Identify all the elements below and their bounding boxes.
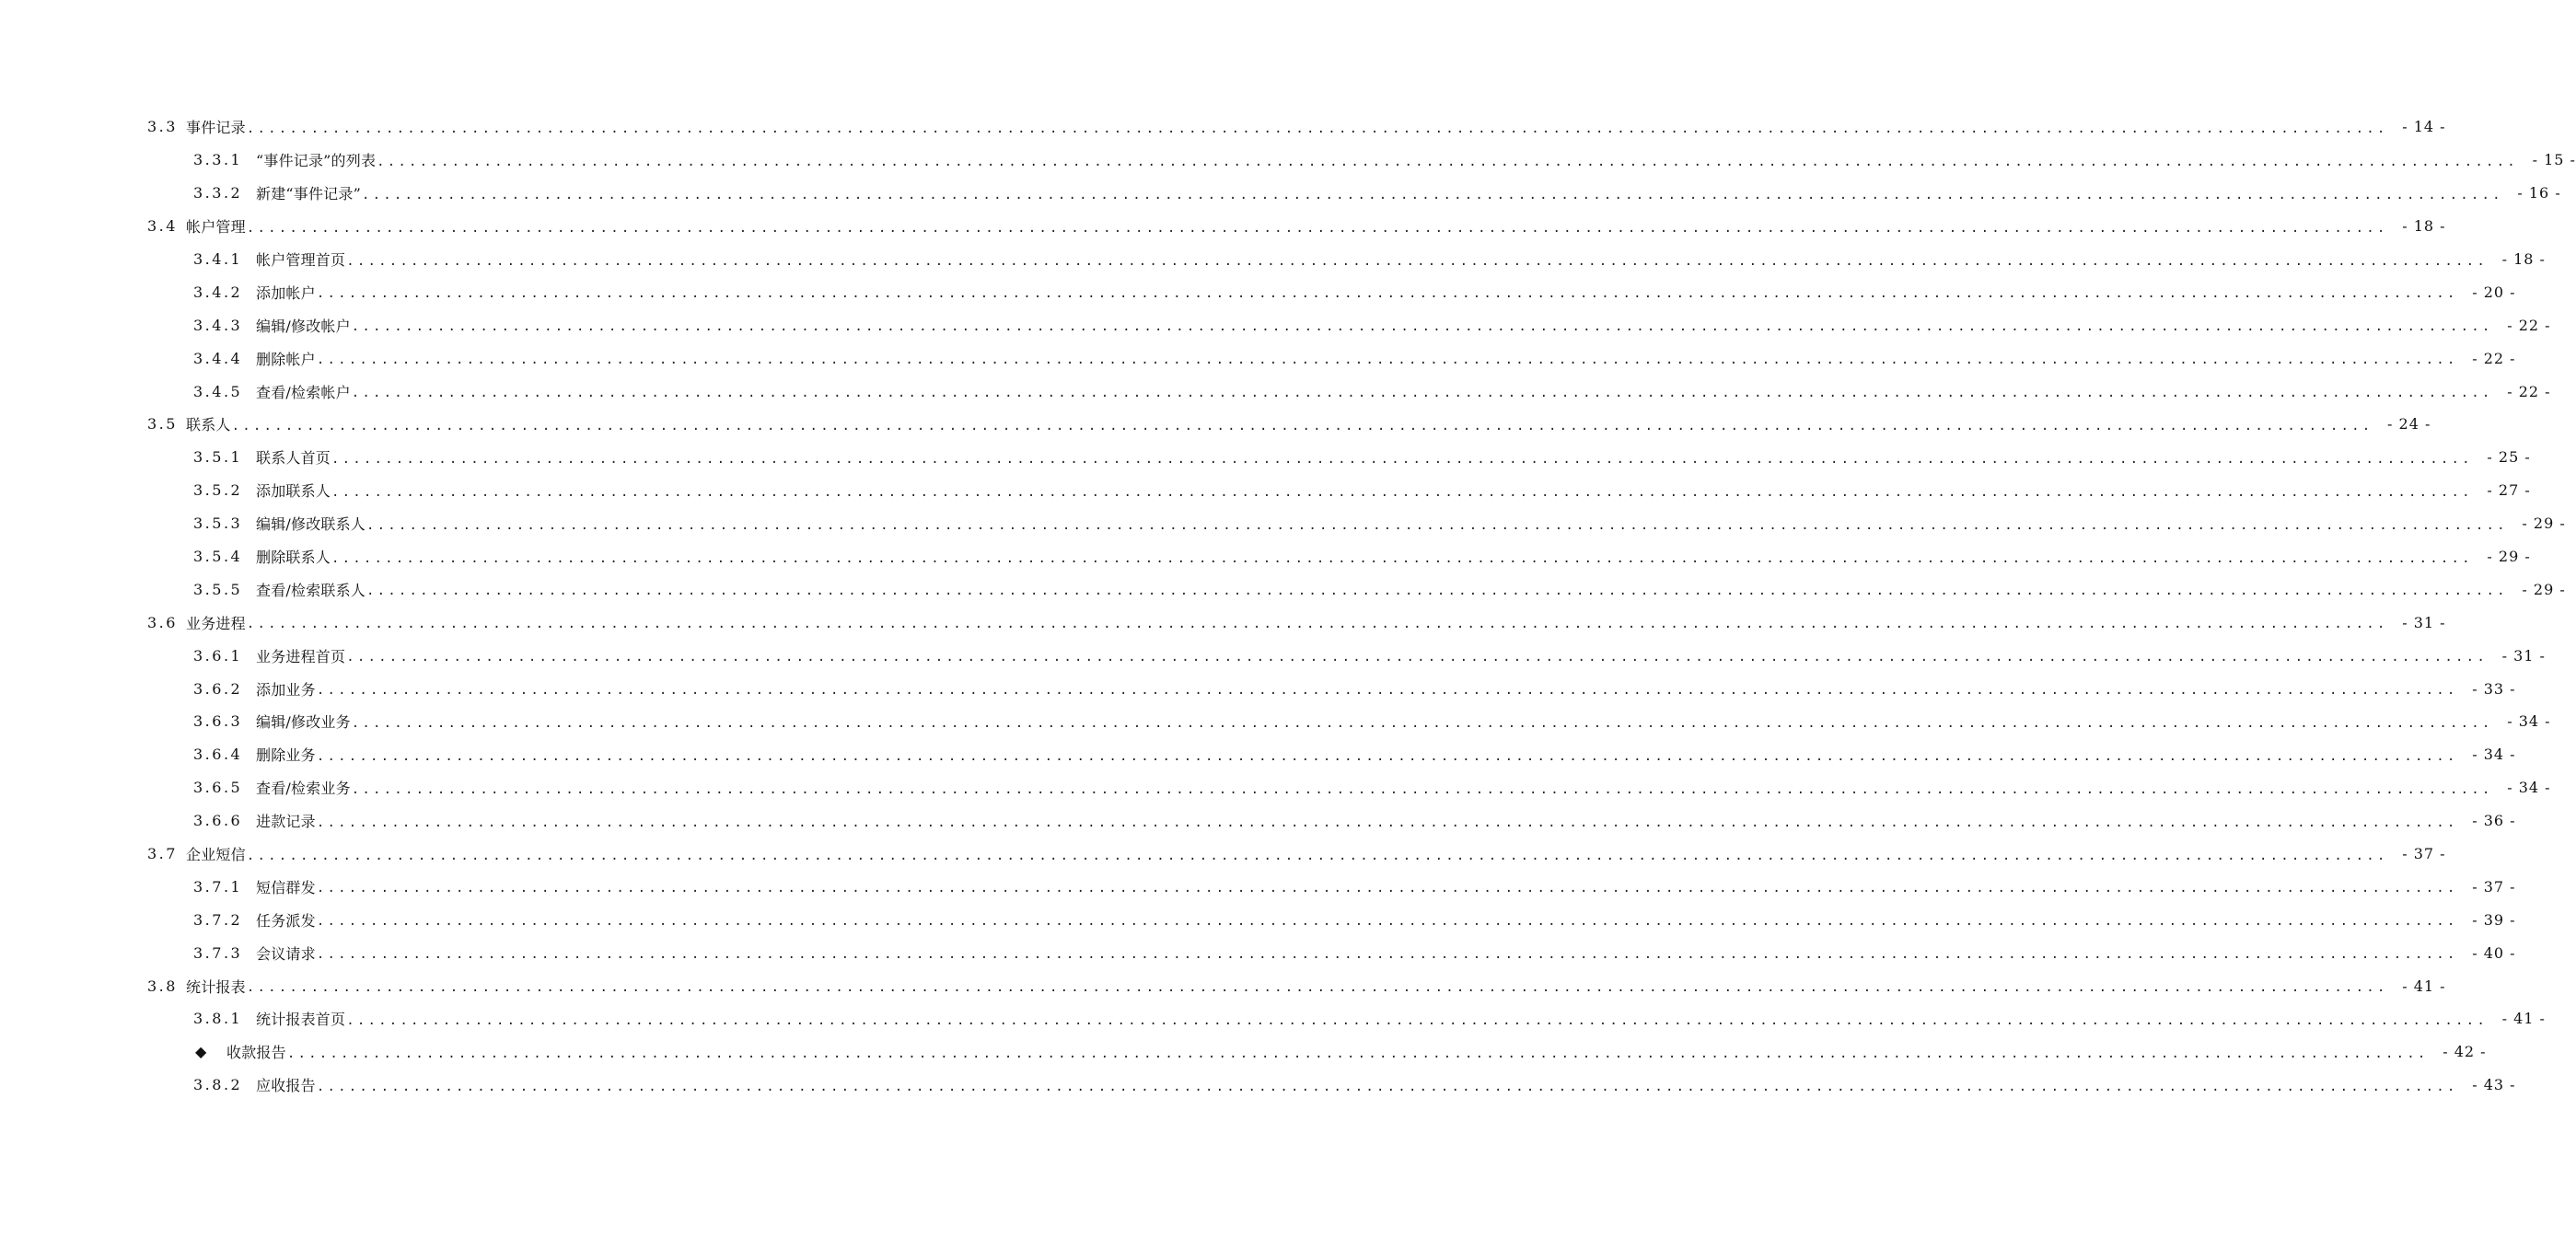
toc-entry[interactable]	[0, 540, 2531, 573]
toc-entry-number: 3.4.5	[193, 382, 243, 400]
toc-entry-page-number: - 20 -	[2472, 283, 2516, 301]
toc-entry[interactable]	[0, 308, 2551, 341]
toc-entry[interactable]	[0, 210, 2446, 243]
toc-entry[interactable]	[0, 341, 2516, 375]
toc-dot-leader: ........................................................................................................................................................................................................	[351, 386, 2493, 401]
toc-entry-page-number: - 34 -	[2507, 779, 2551, 797]
toc-dot-leader: ........................................................................................................................................................................................................	[246, 121, 2388, 136]
toc-entry-title: 联系人	[186, 416, 231, 434]
toc-entry-heading	[193, 480, 331, 501]
toc-dot-leader: ........................................................................................................................................................................................................	[316, 748, 2458, 764]
toc-entry-number: 3.8	[147, 977, 178, 995]
toc-dot-leader: ........................................................................................................................................................................................................	[331, 484, 2473, 500]
toc-entry[interactable]	[0, 275, 2516, 308]
toc-entry[interactable]	[0, 1069, 2516, 1102]
toc-entry-heading	[147, 843, 246, 864]
toc-dot-leader: ........................................................................................................................................................................................................	[331, 451, 2473, 467]
toc-entry-title: 收款报告	[226, 1044, 286, 1062]
toc-entry-title: 短信群发	[256, 878, 316, 896]
toc-entry-heading	[193, 546, 331, 567]
toc-dot-leader: ........................................................................................................................................................................................................	[366, 584, 2508, 599]
toc-entry-number: 3.7	[147, 845, 178, 863]
toc-dot-leader: ........................................................................................................................................................................................................	[316, 815, 2458, 830]
toc-entry-heading	[193, 1074, 316, 1095]
toc-entry-number: 3.5	[147, 415, 178, 434]
toc-entry-page-number: - 37 -	[2402, 845, 2446, 863]
toc-dot-leader: ........................................................................................................................................................................................................	[286, 1046, 2429, 1061]
toc-entry-page-number: - 27 -	[2487, 481, 2531, 500]
toc-entry[interactable]	[0, 672, 2516, 705]
toc-entry-number: 3.6.3	[193, 712, 243, 731]
toc-entry-page-number: - 42 -	[2443, 1043, 2487, 1061]
toc-entry-heading	[147, 976, 246, 997]
toc-dot-leader: ........................................................................................................................................................................................................	[346, 650, 2488, 665]
toc-entry-title: 任务派发	[256, 911, 316, 930]
toc-entry-page-number: - 15 -	[2532, 151, 2576, 169]
toc-entry-heading	[193, 1008, 345, 1029]
toc-entry-number: 3.4.4	[193, 349, 243, 367]
toc-entry-page-number: - 40 -	[2472, 943, 2516, 962]
toc-entry-heading	[193, 942, 316, 964]
toc-entry-page-number: - 37 -	[2472, 877, 2516, 896]
toc-entry-number: 3.3.1	[193, 151, 243, 169]
toc-entry-heading	[193, 645, 345, 666]
toc-entry-number: 3.5.2	[193, 481, 243, 500]
toc-dot-leader: ........................................................................................................................................................................................................	[316, 1079, 2458, 1094]
toc-entry[interactable]	[0, 738, 2516, 771]
toc-entry-title: 进款记录	[256, 813, 316, 831]
toc-dot-leader: ........................................................................................................................................................................................................	[246, 617, 2388, 632]
toc-entry-number: 3.6.1	[193, 646, 243, 665]
toc-dot-leader: ........................................................................................................................................................................................................	[377, 154, 2518, 169]
toc-entry-heading	[147, 413, 231, 434]
toc-entry-heading	[193, 810, 316, 831]
toc-entry-number: 3.4.3	[193, 316, 243, 334]
toc-entry-number: 3.4.2	[193, 283, 243, 301]
toc-entry-heading	[193, 315, 351, 336]
toc-entry[interactable]	[0, 375, 2551, 408]
toc-entry-number: 3.4	[147, 217, 178, 236]
toc-entry-page-number: - 34 -	[2472, 746, 2516, 764]
toc-entry-page-number: - 39 -	[2472, 910, 2516, 929]
toc-entry-number: 3.7.2	[193, 910, 243, 929]
toc-entry-title: 统计报表首页	[256, 1011, 346, 1029]
toc-entry-title: 添加业务	[256, 680, 316, 699]
toc-entry-page-number: - 16 -	[2517, 184, 2561, 202]
toc-entry-title: 应收报告	[256, 1077, 316, 1095]
toc-dot-leader: ........................................................................................................................................................................................................	[316, 683, 2458, 699]
toc-entry-page-number: - 22 -	[2507, 316, 2551, 334]
toc-dot-leader: ........................................................................................................................................................................................................	[331, 550, 2473, 566]
toc-entry-title: 统计报表	[186, 977, 246, 996]
toc-entry-heading	[147, 215, 246, 237]
toc-entry-number: 3.5.5	[193, 580, 243, 598]
diamond-bullet-icon: ◆	[195, 1043, 207, 1061]
toc-entry-heading	[193, 711, 351, 732]
toc-entry-page-number: - 29 -	[2522, 514, 2566, 533]
toc-entry-title: 联系人首页	[256, 449, 331, 468]
toc-entry[interactable]	[0, 969, 2446, 1002]
toc-dot-leader: ........................................................................................................................................................................................................	[246, 980, 2388, 996]
toc-entry[interactable]	[0, 936, 2516, 969]
toc-dot-leader: ........................................................................................................................................................................................................	[361, 187, 2503, 202]
toc-entry-number: 3.7.1	[193, 877, 243, 896]
toc-entry-heading	[193, 744, 316, 765]
toc-entry[interactable]	[0, 243, 2546, 276]
toc-dot-leader: ........................................................................................................................................................................................................	[316, 914, 2458, 930]
toc-dot-leader: ........................................................................................................................................................................................................	[316, 881, 2458, 896]
toc-entry[interactable]	[0, 903, 2516, 936]
toc-entry-page-number: - 29 -	[2487, 548, 2531, 566]
toc-entry-heading	[193, 876, 316, 897]
toc-entry[interactable]	[0, 838, 2446, 871]
toc-dot-leader: ........................................................................................................................................................................................................	[366, 517, 2508, 533]
table-of-contents	[0, 110, 2576, 1102]
toc-entry[interactable]	[0, 572, 2566, 606]
toc-entry[interactable]	[0, 408, 2431, 441]
toc-entry-heading	[147, 116, 246, 137]
toc-entry[interactable]	[0, 804, 2516, 838]
toc-entry-page-number: - 22 -	[2507, 382, 2551, 400]
toc-dot-leader: ........................................................................................................................................................................................................	[316, 947, 2458, 963]
toc-entry-number: 3.3.2	[193, 184, 243, 202]
toc-entry-title: 编辑/修改业务	[256, 713, 351, 732]
toc-entry-number: 3.6.6	[193, 812, 243, 830]
toc-entry-heading	[193, 381, 351, 402]
toc-dot-leader: ........................................................................................................................................................................................................	[246, 848, 2388, 863]
toc-entry-number: 3.3	[147, 118, 178, 136]
toc-entry-heading	[193, 348, 316, 369]
toc-entry-title: 添加联系人	[256, 482, 331, 501]
toc-entry-title: 编辑/修改联系人	[256, 515, 366, 534]
toc-entry-title: 帐户管理首页	[256, 251, 346, 269]
toc-entry-page-number: - 18 -	[2402, 217, 2446, 236]
toc-entry-page-number: - 34 -	[2507, 712, 2551, 731]
toc-dot-leader: ........................................................................................................................................................................................................	[351, 715, 2493, 731]
toc-entry[interactable]	[0, 474, 2531, 507]
toc-entry[interactable]	[0, 177, 2561, 210]
toc-entry[interactable]	[0, 144, 2576, 177]
toc-entry-page-number: - 43 -	[2472, 1076, 2516, 1094]
toc-entry-number: 3.5.3	[193, 514, 243, 533]
toc-dot-leader: ........................................................................................................................................................................................................	[346, 1012, 2488, 1028]
toc-entry-title: 添加帐户	[256, 283, 316, 302]
toc-entry-heading	[193, 777, 351, 798]
toc-entry-heading	[193, 149, 376, 170]
toc-entry[interactable]	[0, 705, 2551, 738]
toc-entry-title: 查看/检索帐户	[256, 383, 351, 401]
toc-entry-page-number: - 18 -	[2501, 250, 2546, 268]
toc-entry-number: 3.6.5	[193, 779, 243, 797]
toc-entry-page-number: - 31 -	[2402, 613, 2446, 631]
toc-entry-page-number: - 22 -	[2472, 349, 2516, 367]
toc-dot-leader: ........................................................................................................................................................................................................	[231, 418, 2373, 434]
toc-entry-heading	[193, 909, 316, 931]
toc-entry[interactable]	[0, 507, 2566, 540]
toc-entry-title: 删除联系人	[256, 549, 331, 567]
toc-entry-title: 会议请求	[256, 944, 316, 963]
toc-entry-title: “事件记录”的列表	[256, 152, 377, 170]
toc-entry[interactable]	[0, 441, 2531, 474]
toc-entry[interactable]	[0, 771, 2551, 804]
toc-entry-page-number: - 33 -	[2472, 679, 2516, 698]
toc-entry-heading	[193, 678, 316, 699]
toc-entry-number: 3.6.2	[193, 679, 243, 698]
toc-entry-title: 业务进程首页	[256, 647, 346, 665]
toc-entry-page-number: - 36 -	[2472, 812, 2516, 830]
toc-entry-number: 3.4.1	[193, 250, 243, 268]
toc-entry-page-number: - 14 -	[2402, 118, 2446, 136]
toc-entry[interactable]	[0, 1035, 2487, 1069]
toc-entry-title: 删除帐户	[256, 350, 316, 368]
toc-entry[interactable]	[0, 639, 2546, 672]
toc-entry-page-number: - 29 -	[2522, 580, 2566, 598]
toc-entry-title: 查看/检索业务	[256, 780, 351, 798]
toc-entry-heading	[193, 249, 345, 270]
toc-dot-leader: ........................................................................................................................................................................................................	[316, 286, 2458, 302]
toc-entry-heading	[193, 513, 366, 534]
toc-entry[interactable]	[0, 1002, 2546, 1035]
toc-dot-leader: ........................................................................................................................................................................................................	[346, 253, 2488, 269]
toc-entry-number: 3.5.1	[193, 448, 243, 467]
toc-entry-number: 3.5.4	[193, 548, 243, 566]
toc-entry-heading	[147, 612, 246, 633]
toc-entry-number: 3.8.1	[193, 1010, 243, 1028]
toc-entry-page-number: - 31 -	[2501, 646, 2546, 665]
toc-entry-title: 编辑/修改帐户	[256, 317, 351, 335]
toc-entry-title: 事件记录	[186, 119, 246, 137]
toc-dot-leader: ........................................................................................................................................................................................................	[316, 353, 2458, 368]
toc-entry-title: 查看/检索联系人	[256, 581, 366, 599]
toc-entry-title: 删除业务	[256, 746, 316, 765]
toc-entry-number: 3.8.2	[193, 1076, 243, 1094]
toc-entry-page-number: - 41 -	[2501, 1010, 2546, 1028]
toc-entry-number: 3.6.4	[193, 746, 243, 764]
toc-entry-heading	[193, 446, 331, 468]
toc-dot-leader: ........................................................................................................................................................................................................	[351, 781, 2493, 797]
toc-entry-heading	[193, 579, 366, 600]
toc-dot-leader: ........................................................................................................................................................................................................	[351, 319, 2493, 335]
toc-dot-leader: ........................................................................................................................................................................................................	[246, 220, 2388, 236]
toc-entry-title: 企业短信	[186, 846, 246, 864]
toc-entry[interactable]	[0, 606, 2446, 639]
toc-entry-heading	[193, 182, 361, 203]
toc-entry-page-number: - 25 -	[2487, 448, 2531, 467]
toc-entry-heading	[195, 1041, 286, 1062]
toc-entry-number: 3.7.3	[193, 943, 243, 962]
toc-entry-title: 业务进程	[186, 614, 246, 632]
toc-entry-page-number: - 24 -	[2387, 415, 2431, 434]
toc-entry-heading	[193, 282, 316, 303]
toc-entry[interactable]	[0, 110, 2446, 144]
toc-entry-title: 帐户管理	[186, 218, 246, 237]
toc-entry-page-number: - 41 -	[2402, 977, 2446, 995]
toc-entry[interactable]	[0, 870, 2516, 903]
toc-entry-number: 3.6	[147, 613, 178, 631]
toc-entry-title: 新建“事件记录”	[256, 185, 361, 203]
